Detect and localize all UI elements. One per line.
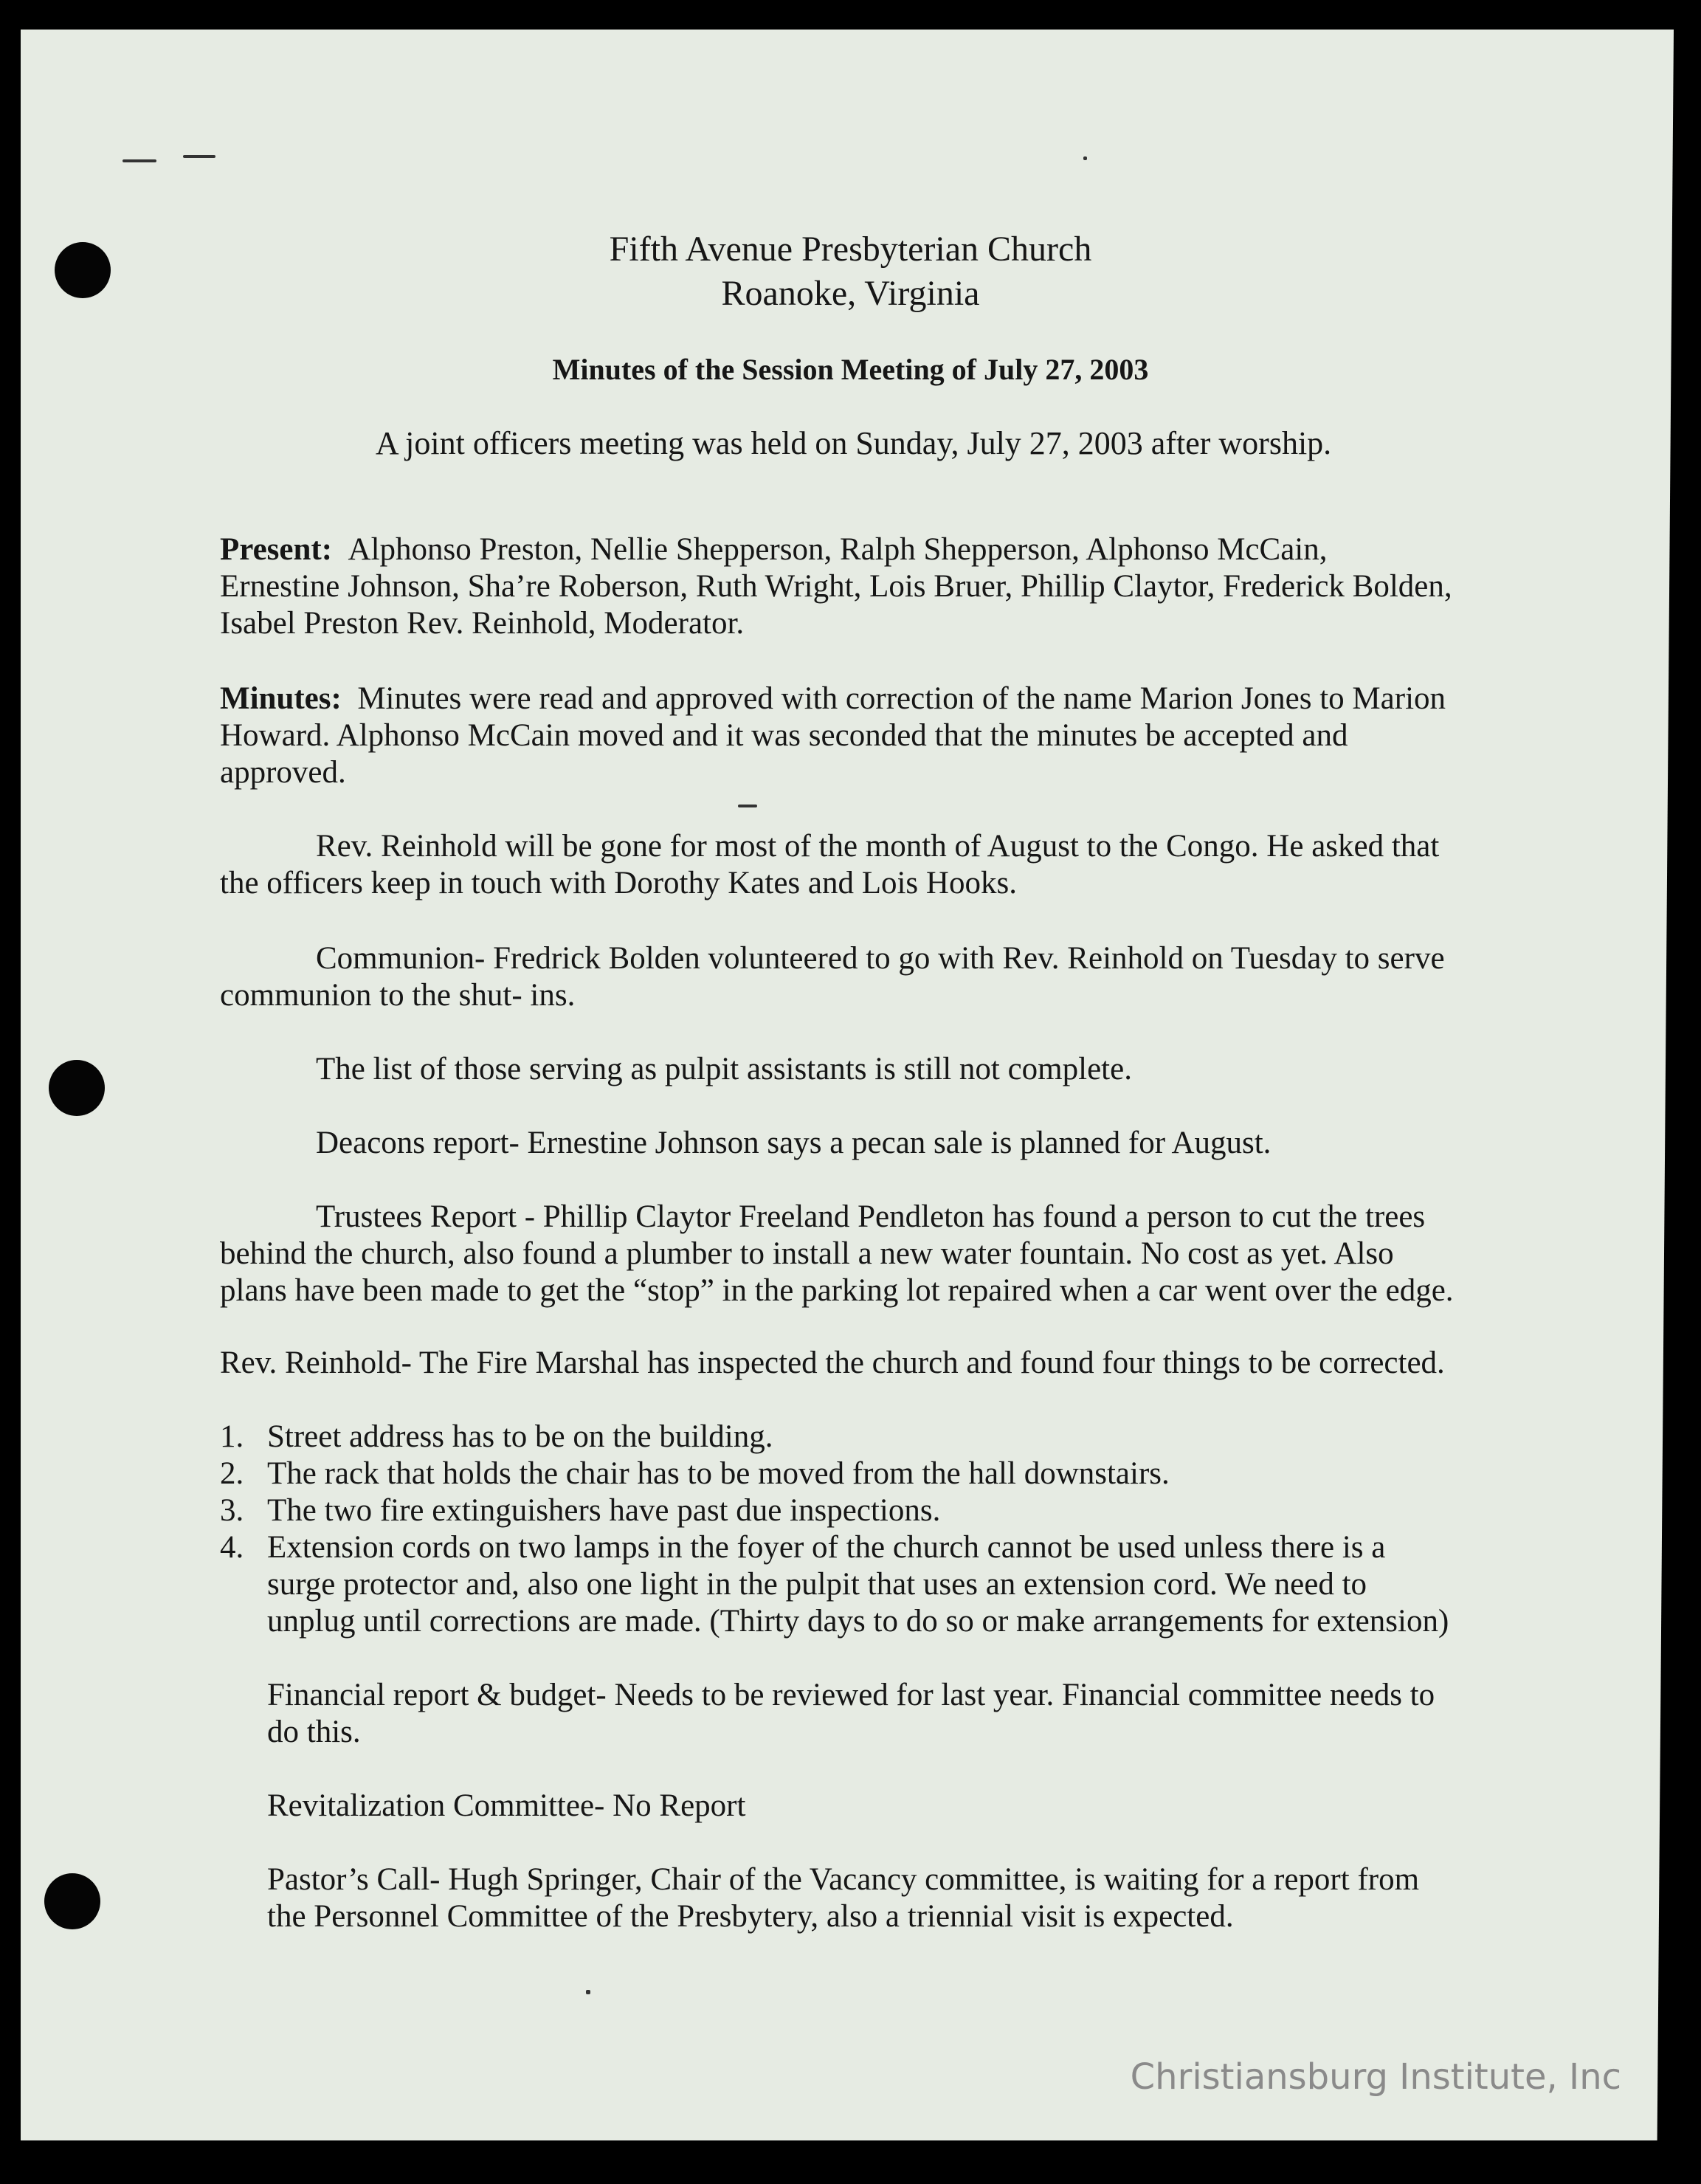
present-line: Ernestine Johnson, Sha’re Roberson, Ruth Wright, Lois Bruer, Phillip Claytor, Frederick Bolden, [220,569,1452,604]
reinhold-line: Rev. Reinhold will be gone for most of the month of August to the Congo. He asked that [316,829,1440,864]
list-number: 2. [220,1456,244,1491]
list-item-line: surge protector and, also one light in the pulpit that uses an extension cord. We need to [267,1567,1367,1602]
list-number: 4. [220,1530,244,1565]
present-label: Present: [220,532,333,567]
list-number: 1. [220,1419,244,1454]
church-name: Fifth Avenue Presbyterian Church [609,230,1092,269]
financial-line: Financial report & budget- Needs to be reviewed for last year. Financial committee needs to [267,1678,1435,1712]
paper-mark [586,1990,590,1994]
minutes-paragraph [220,681,1446,791]
list-item-line: Extension cords on two lamps in the foyer of the church cannot be used unless there is a [267,1530,1386,1565]
pastor-call-line: Pastor’s Call- Hugh Springer, Chair of the Vacancy committee, is waiting for a report from [267,1862,1420,1897]
financial-line: do this. [267,1715,361,1749]
communion-line: communion to the shut- ins. [220,978,576,1013]
paper-mark [183,155,215,158]
punch-hole-middle [49,1060,105,1116]
present-line: Alphonso Preston, Nellie Shepperson, Ralph Shepperson, Alphonso McCain, [348,532,1328,567]
pulpit-paragraph [316,1051,1132,1088]
list-item [267,1529,1449,1640]
punch-hole-bottom [44,1873,100,1929]
pulpit-line: The list of those serving as pulpit assistants is still not complete. [316,1052,1132,1086]
fire-marshal-line: Rev. Reinhold- The Fire Marshal has inspected the church and found four things to be corrected. [220,1346,1445,1380]
communion-paragraph [220,940,1445,1014]
pastor-call-line: the Personnel Committee of the Presbytery, also a triennial visit is expected. [267,1899,1234,1934]
present-paragraph [220,531,1452,642]
minutes-label: Minutes: [220,681,342,716]
paper-mark [738,805,757,807]
reinhold-paragraph [220,828,1439,902]
minutes-line: approved. [220,755,346,790]
document-title: Minutes of the Session Meeting of July 27, 2003 [552,353,1149,386]
list-item: Street address has to be on the building. [267,1419,773,1454]
fire-marshal-paragraph [220,1345,1445,1382]
deacons-line: Deacons report- Ernestine Johnson says a pecan sale is planned for August. [316,1126,1272,1160]
trustees-line: Trustees Report - Phillip Claytor Freeland Pendleton has found a person to cut the trees [316,1199,1426,1234]
paper-mark [1083,156,1087,160]
financial-paragraph [267,1677,1435,1751]
church-location: Roanoke, Virginia [721,274,980,313]
list-item: The two fire extinguishers have past due inspections. [267,1493,941,1528]
revitalization-line: Revitalization Committee- No Report [267,1788,746,1823]
communion-line: Communion- Fredrick Bolden volunteered to go with Rev. Reinhold on Tuesday to serve [316,941,1445,976]
trustees-paragraph [220,1199,1454,1309]
trustees-line: behind the church, also found a plumber to install a new water fountain. No cost as yet. Also [220,1236,1394,1271]
intro-sentence: A joint officers meeting was held on Sunday, July 27, 2003 after worship. [375,425,1332,461]
list-number: 3. [220,1493,244,1528]
paper-mark [123,159,156,162]
present-line: Isabel Preston Rev. Reinhold, Moderator. [220,606,745,641]
list-item: The rack that holds the chair has to be moved from the hall downstairs. [267,1456,1170,1491]
revitalization-paragraph [267,1788,745,1825]
watermark: Christiansburg Institute, Inc [1130,2056,1621,2098]
list-item-line: unplug until corrections are made. (Thirty days to do so or make arrangements for extension) [267,1604,1449,1639]
pastor-call-paragraph [267,1861,1419,1935]
minutes-line: Howard. Alphonso McCain moved and it was seconded that the minutes be accepted and [220,718,1348,753]
trustees-line: plans have been made to get the “stop” in the parking lot repaired when a car went over the edge. [220,1273,1454,1308]
minutes-line: Minutes were read and approved with correction of the name Marion Jones to Marion [357,681,1446,716]
deacons-paragraph [316,1125,1271,1162]
reinhold-line: the officers keep in touch with Dorothy Kates and Lois Hooks. [220,866,1017,900]
